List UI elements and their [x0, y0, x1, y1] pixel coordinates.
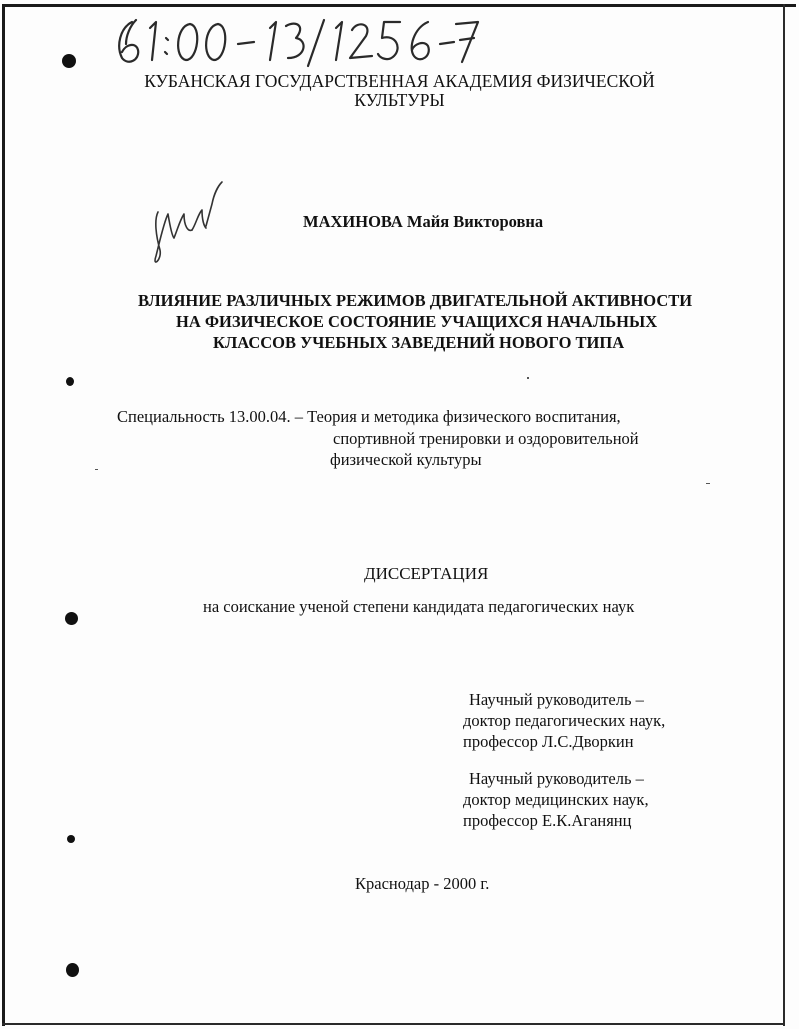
supervisor-1-role: Научный руководитель – — [469, 690, 644, 709]
punch-hole-5 — [66, 963, 79, 977]
degree-line: на соискание ученой степени кандидата педагогических наук — [203, 597, 635, 616]
thesis-title-line-1: ВЛИЯНИЕ РАЗЛИЧНЫХ РЕЖИМОВ ДВИГАТЕЛЬНОЙ АКТИВНОСТИ — [138, 291, 693, 310]
scan-border-right — [783, 4, 785, 1026]
specialty-line-1: Специальность 13.00.04. – Теория и методика физического воспитания, — [117, 407, 621, 426]
author-given-name: Майя Викторовна — [406, 212, 544, 231]
punch-hole-2 — [66, 377, 74, 386]
specialty-line-3: физической культуры — [330, 450, 482, 469]
specialty-line-2: спортивной тренировки и оздоровительной — [333, 429, 639, 448]
document-type: ДИССЕРТАЦИЯ — [364, 564, 489, 583]
institution-line-2: КУЛЬТУРЫ — [354, 90, 445, 110]
scan-border-left — [2, 4, 5, 1026]
handwritten-archive-number — [110, 14, 480, 70]
scan-speck — [527, 377, 529, 379]
supervisor-2-degree: доктор медицинских наук, — [463, 790, 649, 809]
thesis-title-line-3: КЛАССОВ УЧЕБНЫХ ЗАВЕДЕНИЙ НОВОГО ТИПА — [213, 333, 625, 352]
supervisor-1-degree: доктор педагогических наук, — [463, 711, 666, 730]
scan-border-top — [2, 4, 796, 7]
thesis-title-line-2: НА ФИЗИЧЕСКОЕ СОСТОЯНИЕ УЧАЩИХСЯ НАЧАЛЬНЫХ — [176, 312, 658, 331]
author-surname: МАХИНОВА — [303, 212, 403, 231]
handwritten-signature — [148, 180, 228, 270]
punch-hole-3 — [65, 612, 78, 625]
author-name — [303, 212, 543, 232]
scan-border-bottom — [2, 1023, 785, 1025]
scan-speck — [706, 483, 710, 484]
scan-speck — [95, 469, 98, 470]
punch-hole-1 — [62, 54, 76, 68]
supervisor-2-name: профессор Е.К.Аганянц — [463, 811, 632, 830]
institution-line-1: КУБАНСКАЯ ГОСУДАРСТВЕННАЯ АКАДЕМИЯ ФИЗИЧЕСКОЙ — [144, 71, 655, 91]
place-and-year: Краснодар - 2000 г. — [355, 874, 490, 893]
supervisor-2-role: Научный руководитель – — [469, 769, 644, 788]
supervisor-1-name: профессор Л.С.Дворкин — [463, 732, 634, 751]
punch-hole-4 — [67, 835, 75, 843]
